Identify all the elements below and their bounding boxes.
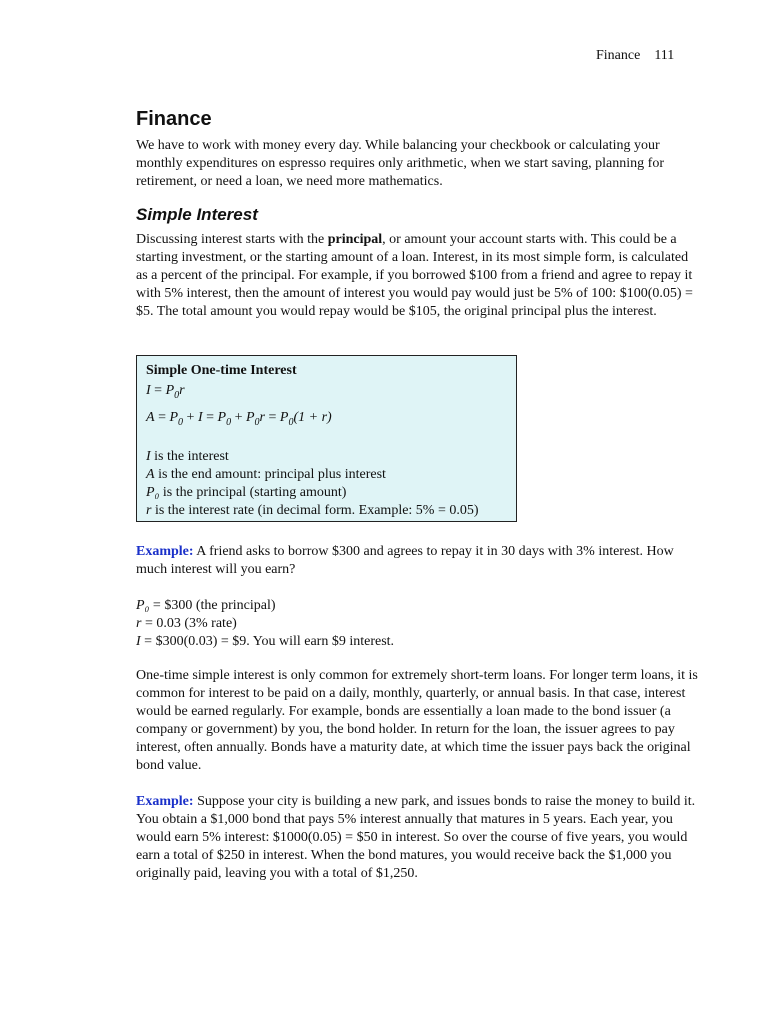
bonds-paragraph: One-time simple interest is only common for extremely short-term loans. For longer term loans, it is common for interest to be paid on a daily, monthly, quarterly, or annual basis. In that case, interest would be earned regularly. For example, bonds are essentially a loan made to the bond issuer (a company or government) by you, the bond holder. In return for the loan, the issuer agrees to pay interest, often annually. Bonds have a maturity date, at which time the issuer pays back the original bond value.	[136, 668, 698, 773]
formula-operator: =	[202, 409, 218, 425]
example-2-paragraph	[136, 793, 698, 883]
example-1-question	[136, 543, 698, 579]
example-label: Example:	[136, 794, 194, 809]
page-number: 111	[654, 48, 675, 63]
formula-symbol: P	[165, 383, 175, 398]
definition-text: is the interest rate (in decimal form. Example: 5% = 0.05)	[151, 502, 479, 518]
formula-symbol: I	[197, 409, 203, 425]
formula-operator: =	[150, 383, 166, 398]
formula-end-amount	[146, 407, 507, 434]
definition-principal	[146, 484, 507, 502]
formula-symbol: (1 + r)	[293, 409, 332, 425]
solution-line	[136, 633, 698, 651]
header-section: Finance	[596, 48, 641, 63]
principal-term: principal	[327, 232, 383, 247]
formula-symbol: P	[245, 409, 255, 425]
formula-subscript: 0	[226, 416, 232, 428]
formula-box	[136, 355, 517, 522]
page-title: Finance	[136, 108, 212, 130]
definition-rate	[146, 502, 507, 520]
formula-symbol: A	[146, 409, 155, 425]
formula-symbol: P	[279, 409, 289, 425]
solution-text: = $300(0.03) = $9. You will earn $9 interest.	[140, 634, 395, 649]
formula-operator: +	[183, 409, 198, 425]
solution-symbol: r	[136, 616, 142, 631]
formula-symbol: P	[169, 409, 179, 425]
formula-interest	[146, 380, 507, 407]
formula-symbol: r	[259, 409, 265, 425]
principal-paragraph	[136, 231, 698, 321]
text-run: Suppose your city is building a new park, and issues bonds to raise the money to build it. You obtain a $1,000 bond that pays 5% interest annually that matures in 5 years. Each year, you would earn 5% interest: $1000(0.05) = $50 in interest. So over the course of five years, you would earn a total of $250 in interest. When the bond matures, you would receive back the $1,000 you originally paid, leaving you with a total of $1,250.	[136, 794, 696, 881]
formula-subscript: 0	[174, 389, 180, 401]
formula-subscript: 0	[288, 416, 294, 428]
solution-symbol: P₀	[136, 598, 150, 613]
formula-symbol: I	[146, 383, 151, 398]
formula-subscript: 0	[178, 416, 184, 428]
intro-paragraph: We have to work with money every day. While balancing your checkbook or calculating your monthly expenditures on espresso requires only arithmetic, when we start saving, planning for retirement, or need a loan, we need more mathematics.	[136, 138, 664, 189]
text-run: , or amount your account starts with. This could be a starting investment, or the starting amount of a loan. Interest, in its most simple form, is calculated as a percent of the principal. For example, if you borrowed $100 from a friend and agree to repay it with 5% interest, then the amount of interest you would pay would just be 5% of 100: $100(0.05) = $5. The total amount you would repay would be $105, the original principal plus the interest.	[136, 232, 693, 319]
definition-text: is the end amount: principal plus interest	[154, 466, 386, 482]
solution-text: = 0.03 (3% rate)	[141, 616, 237, 631]
formula-subscript: 0	[254, 416, 260, 428]
text-run: Discussing interest starts with the	[136, 232, 328, 247]
definition-text: is the principal (starting amount)	[159, 484, 347, 500]
formula-symbol: P	[217, 409, 227, 425]
solution-line	[136, 615, 698, 633]
definition-symbol: r	[146, 502, 152, 518]
solution-symbol: I	[136, 634, 141, 649]
formula-operator: =	[154, 409, 170, 425]
formula-operator: +	[231, 409, 246, 425]
definition-text: is the interest	[150, 448, 229, 464]
section-heading: Simple Interest	[136, 205, 258, 224]
formula-box-title: Simple One-time Interest	[146, 363, 297, 378]
text-run: A friend asks to borrow $300 and agrees to repay it in 30 days with 3% interest. How much interest will you earn?	[136, 544, 674, 577]
definition-interest	[146, 448, 507, 466]
running-header	[596, 48, 674, 64]
definition-symbol: A	[146, 466, 155, 482]
definition-symbol: I	[146, 448, 151, 464]
formula-operator: =	[265, 409, 280, 425]
example-label: Example:	[136, 544, 194, 559]
definition-symbol: P₀	[146, 484, 160, 500]
example-1-solution	[136, 597, 698, 651]
solution-line	[136, 597, 698, 615]
formula-symbol: r	[179, 383, 185, 398]
definition-end-amount	[146, 466, 507, 484]
solution-text: = $300 (the principal)	[149, 598, 276, 613]
